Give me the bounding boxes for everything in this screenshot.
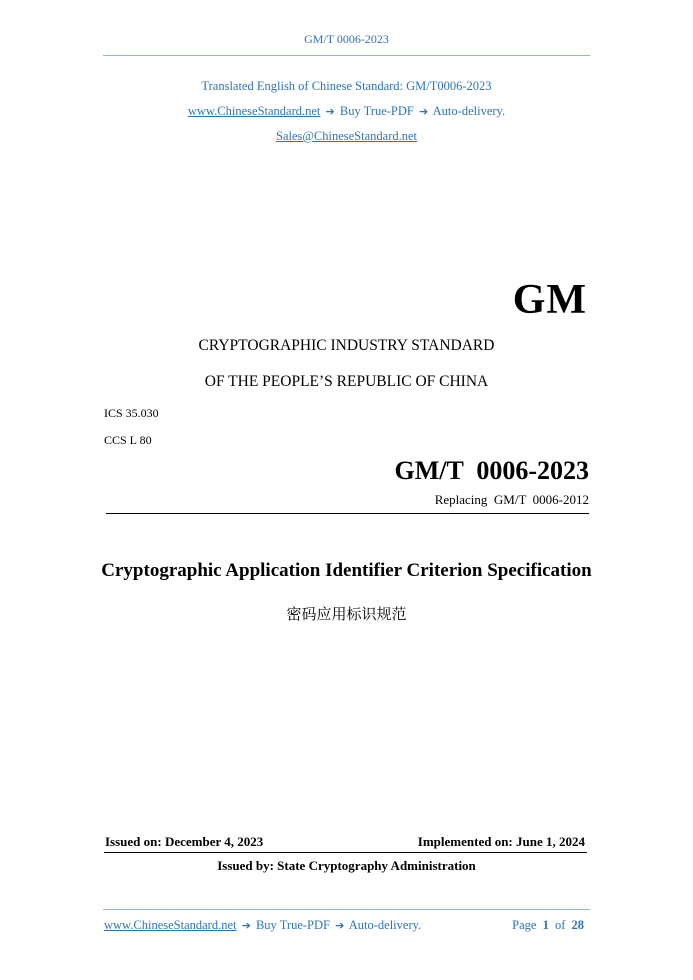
promo-line bbox=[0, 104, 693, 119]
page-indicator bbox=[512, 918, 584, 933]
translation-notice: Translated English of Chinese Standard: GM/T0006-2023 bbox=[201, 79, 492, 93]
page-of: of bbox=[554, 918, 566, 932]
document-title-cn: 密码应用标识规范 bbox=[286, 605, 407, 623]
email-link[interactable]: Sales@ChineseStandard.net bbox=[276, 129, 417, 143]
page-current: 1 bbox=[542, 918, 549, 932]
issued-by: Issued by: State Cryptography Administration bbox=[217, 858, 476, 873]
delivery-text: Auto-delivery. bbox=[432, 104, 506, 118]
footer-promo bbox=[104, 918, 421, 933]
arrow-right-icon: ➔ bbox=[325, 105, 335, 118]
footer-site-link[interactable]: www.ChineseStandard.net bbox=[104, 918, 237, 932]
header-divider bbox=[103, 55, 590, 56]
replacing-note: Replacing GM/T 0006-2012 bbox=[434, 492, 589, 507]
issue-divider bbox=[104, 852, 587, 853]
page-label: Page bbox=[512, 918, 537, 932]
issued-on: Issued on: December 4, 2023 bbox=[105, 834, 264, 849]
email-line bbox=[0, 129, 693, 144]
site-link[interactable]: www.ChineseStandard.net bbox=[187, 104, 321, 118]
industry-line-1: CRYPTOGRAPHIC INDUSTRY STANDARD bbox=[198, 337, 495, 354]
ics-code: ICS 35.030 bbox=[104, 406, 159, 420]
page-total: 28 bbox=[571, 918, 584, 932]
gm-logo: GM bbox=[512, 277, 587, 323]
industry-line-2: OF THE PEOPLE’S REPUBLIC OF CHINA bbox=[204, 373, 489, 390]
arrow-right-icon: ➔ bbox=[335, 919, 345, 932]
footer-divider bbox=[103, 909, 590, 910]
arrow-right-icon: ➔ bbox=[241, 919, 251, 932]
buy-text: Buy True-PDF bbox=[339, 104, 414, 118]
document-title-en: Cryptographic Application Identifier Criterion Specification bbox=[101, 560, 592, 581]
footer-delivery-text: Auto-delivery. bbox=[348, 918, 422, 932]
arrow-right-icon: ➔ bbox=[419, 105, 429, 118]
implemented-on: Implemented on: June 1, 2024 bbox=[417, 834, 585, 849]
ccs-code: CCS L 80 bbox=[104, 433, 152, 447]
standard-number: GM/T 0006-2023 bbox=[394, 456, 589, 485]
footer-buy-text: Buy True-PDF bbox=[255, 918, 330, 932]
title-divider bbox=[106, 513, 589, 514]
running-header: GM/T 0006-2023 bbox=[304, 32, 389, 46]
